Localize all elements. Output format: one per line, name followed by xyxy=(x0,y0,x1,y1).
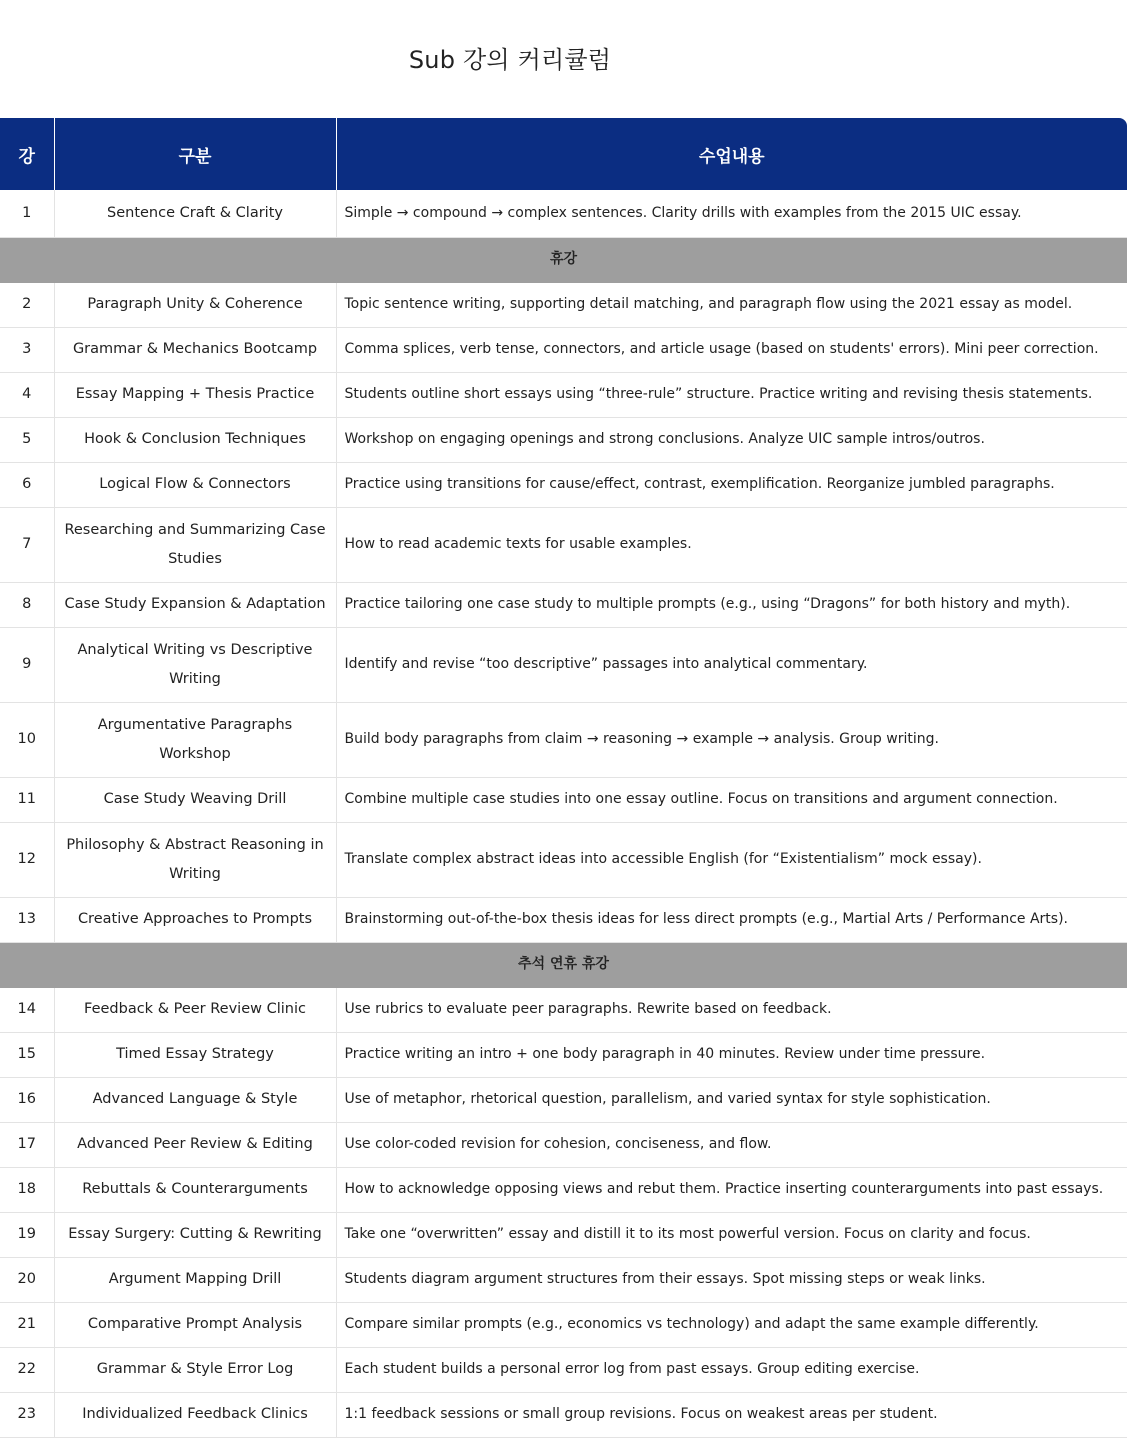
table-row xyxy=(0,190,1127,237)
lesson-content: Practice writing an intro + one body paragraph in 40 minutes. Review under time pressure. xyxy=(336,1032,1127,1077)
lesson-number: 4 xyxy=(0,372,54,417)
lesson-section: Creative Approaches to Prompts xyxy=(54,897,336,942)
lesson-section: Logical Flow & Connectors xyxy=(54,462,336,507)
lesson-number: 22 xyxy=(0,1347,54,1392)
table-row xyxy=(0,327,1127,372)
lesson-content: Topic sentence writing, supporting detail matching, and paragraph flow using the 2021 essay as model. xyxy=(336,282,1127,327)
lesson-section: Grammar & Mechanics Bootcamp xyxy=(54,327,336,372)
lesson-number: 12 xyxy=(0,822,54,897)
lesson-section: Analytical Writing vs Descriptive Writing xyxy=(54,627,336,702)
table-row xyxy=(0,507,1127,582)
table-row xyxy=(0,1167,1127,1212)
lesson-content: Practice using transitions for cause/effect, contrast, exemplification. Reorganize jumbled paragraphs. xyxy=(336,462,1127,507)
lesson-content: Combine multiple case studies into one essay outline. Focus on transitions and argument connection. xyxy=(336,777,1127,822)
lesson-number: 1 xyxy=(0,190,54,237)
lesson-section: Essay Surgery: Cutting & Rewriting xyxy=(54,1212,336,1257)
lesson-number: 7 xyxy=(0,507,54,582)
lesson-content: Brainstorming out-of-the-box thesis ideas for less direct prompts (e.g., Martial Arts / Performance Arts). xyxy=(336,897,1127,942)
lesson-section: Advanced Language & Style xyxy=(54,1077,336,1122)
lesson-section: Case Study Weaving Drill xyxy=(54,777,336,822)
lesson-section: Grammar & Style Error Log xyxy=(54,1347,336,1392)
table-body xyxy=(0,190,1127,1437)
table-row xyxy=(0,1392,1127,1437)
lesson-number: 8 xyxy=(0,582,54,627)
table-row xyxy=(0,987,1127,1032)
lesson-content: Use of metaphor, rhetorical question, parallelism, and varied syntax for style sophistication. xyxy=(336,1077,1127,1122)
lesson-section: Argumentative Paragraphs Workshop xyxy=(54,702,336,777)
lesson-number: 11 xyxy=(0,777,54,822)
lesson-content: Students outline short essays using “three-rule” structure. Practice writing and revising thesis statements. xyxy=(336,372,1127,417)
lesson-content: Practice tailoring one case study to multiple prompts (e.g., using “Dragons” for both history and myth). xyxy=(336,582,1127,627)
lesson-section: Feedback & Peer Review Clinic xyxy=(54,987,336,1032)
lesson-number: 15 xyxy=(0,1032,54,1077)
lesson-number: 20 xyxy=(0,1257,54,1302)
table-row xyxy=(0,702,1127,777)
curriculum-table xyxy=(0,118,1127,1438)
lesson-section: Advanced Peer Review & Editing xyxy=(54,1122,336,1167)
lesson-section: Rebuttals & Counterarguments xyxy=(54,1167,336,1212)
lesson-content: Translate complex abstract ideas into accessible English (for “Existentialism” mock essay). xyxy=(336,822,1127,897)
lesson-section: Philosophy & Abstract Reasoning in Writing xyxy=(54,822,336,897)
lesson-content: Use rubrics to evaluate peer paragraphs. Rewrite based on feedback. xyxy=(336,987,1127,1032)
lesson-number: 2 xyxy=(0,282,54,327)
lesson-number: 17 xyxy=(0,1122,54,1167)
lesson-section: Paragraph Unity & Coherence xyxy=(54,282,336,327)
lesson-section: Researching and Summarizing Case Studies xyxy=(54,507,336,582)
lesson-content: Each student builds a personal error log from past essays. Group editing exercise. xyxy=(336,1347,1127,1392)
lesson-number: 6 xyxy=(0,462,54,507)
header-section: 구분 xyxy=(54,118,336,190)
lesson-number: 13 xyxy=(0,897,54,942)
lesson-content: Workshop on engaging openings and strong conclusions. Analyze UIC sample intros/outros. xyxy=(336,417,1127,462)
lesson-number: 3 xyxy=(0,327,54,372)
break-row xyxy=(0,942,1127,987)
page-title: Sub 강의 커리큘럼 xyxy=(408,46,612,74)
lesson-content: Identify and revise “too descriptive” passages into analytical commentary. xyxy=(336,627,1127,702)
table-row xyxy=(0,1347,1127,1392)
lesson-content: Comma splices, verb tense, connectors, and article usage (based on students' errors). Mini peer correction. xyxy=(336,327,1127,372)
table-row xyxy=(0,462,1127,507)
lesson-number: 9 xyxy=(0,627,54,702)
lesson-section: Individualized Feedback Clinics xyxy=(54,1392,336,1437)
table-row xyxy=(0,1257,1127,1302)
curriculum-table-wrapper xyxy=(0,118,1127,1438)
lesson-number: 19 xyxy=(0,1212,54,1257)
lesson-content: Take one “overwritten” essay and distill it to its most powerful version. Focus on clarity and focus. xyxy=(336,1212,1127,1257)
table-row xyxy=(0,1122,1127,1167)
lesson-section: Essay Mapping + Thesis Practice xyxy=(54,372,336,417)
lesson-section: Comparative Prompt Analysis xyxy=(54,1302,336,1347)
table-row xyxy=(0,1212,1127,1257)
lesson-section: Argument Mapping Drill xyxy=(54,1257,336,1302)
lesson-section: Case Study Expansion & Adaptation xyxy=(54,582,336,627)
lesson-number: 16 xyxy=(0,1077,54,1122)
table-row xyxy=(0,372,1127,417)
table-row xyxy=(0,582,1127,627)
lesson-number: 18 xyxy=(0,1167,54,1212)
table-row xyxy=(0,1302,1127,1347)
table-header xyxy=(0,118,1127,190)
lesson-number: 14 xyxy=(0,987,54,1032)
lesson-section: Sentence Craft & Clarity xyxy=(54,190,336,237)
table-row xyxy=(0,417,1127,462)
table-row xyxy=(0,1077,1127,1122)
table-row xyxy=(0,822,1127,897)
header-lesson-number: 강 xyxy=(0,118,54,190)
break-label: 추석 연휴 휴강 xyxy=(0,942,1127,987)
lesson-number: 23 xyxy=(0,1392,54,1437)
break-row xyxy=(0,237,1127,282)
lesson-content: Students diagram argument structures from their essays. Spot missing steps or weak links. xyxy=(336,1257,1127,1302)
break-label: 휴강 xyxy=(0,237,1127,282)
lesson-content: 1:1 feedback sessions or small group revisions. Focus on weakest areas per student. xyxy=(336,1392,1127,1437)
header-row xyxy=(0,118,1127,190)
lesson-section: Hook & Conclusion Techniques xyxy=(54,417,336,462)
lesson-section: Timed Essay Strategy xyxy=(54,1032,336,1077)
lesson-number: 21 xyxy=(0,1302,54,1347)
table-row xyxy=(0,1032,1127,1077)
table-row xyxy=(0,627,1127,702)
header-class-content: 수업내용 xyxy=(336,118,1127,190)
lesson-content: Build body paragraphs from claim → reasoning → example → analysis. Group writing. xyxy=(336,702,1127,777)
lesson-content: Compare similar prompts (e.g., economics vs technology) and adapt the same example differently. xyxy=(336,1302,1127,1347)
lesson-content: Use color-coded revision for cohesion, conciseness, and flow. xyxy=(336,1122,1127,1167)
lesson-number: 10 xyxy=(0,702,54,777)
table-row xyxy=(0,777,1127,822)
lesson-content: How to acknowledge opposing views and rebut them. Practice inserting counterarguments into past essays. xyxy=(336,1167,1127,1212)
lesson-content: Simple → compound → complex sentences. Clarity drills with examples from the 2015 UIC essay. xyxy=(336,190,1127,237)
table-row xyxy=(0,897,1127,942)
lesson-content: How to read academic texts for usable examples. xyxy=(336,507,1127,582)
table-row xyxy=(0,282,1127,327)
lesson-number: 5 xyxy=(0,417,54,462)
